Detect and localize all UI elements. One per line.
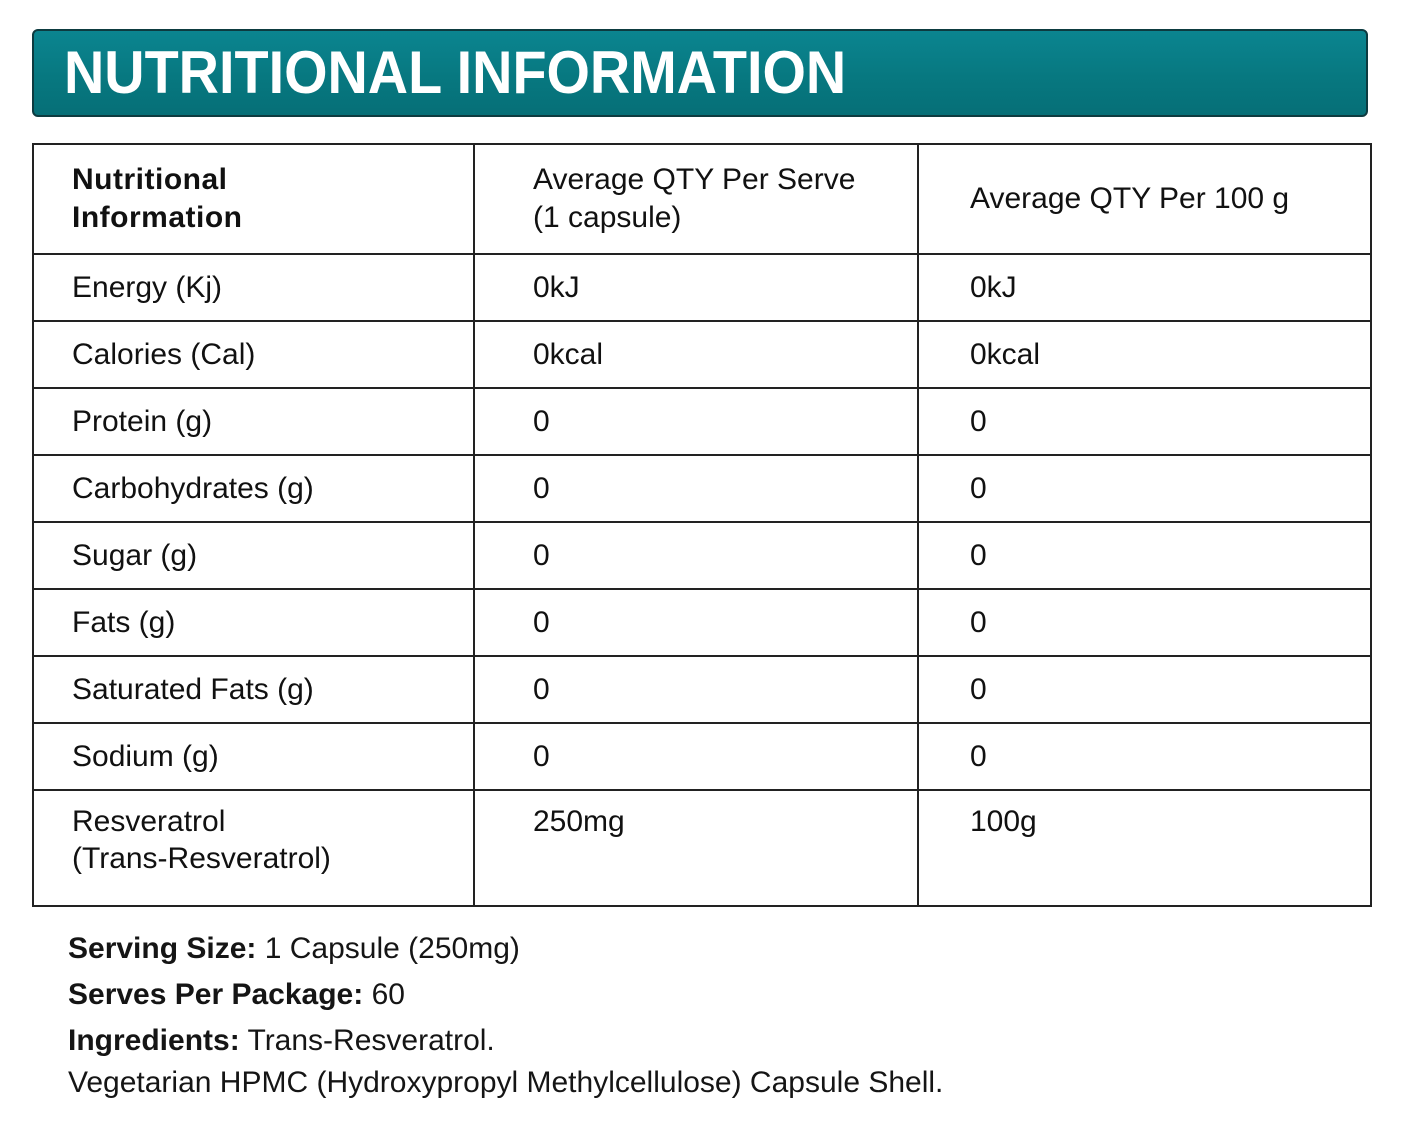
nutrient-name: Carbohydrates (g) bbox=[33, 455, 474, 522]
header-col2-line2: (1 capsule) bbox=[533, 201, 682, 234]
per-100g-value: 0 bbox=[918, 656, 1371, 723]
per-serve-value: 0kJ bbox=[474, 254, 918, 321]
table-header-row bbox=[33, 144, 1371, 254]
per-100g-value: 100g bbox=[918, 790, 1371, 906]
table-row bbox=[33, 656, 1371, 723]
ingredients-label: Ingredients: bbox=[68, 1024, 240, 1057]
per-100g-value: 0 bbox=[918, 522, 1371, 589]
per-serve-value: 0 bbox=[474, 723, 918, 790]
nutrient-name: Protein (g) bbox=[33, 388, 474, 455]
nutrient-name-line2: (Trans-Resveratrol) bbox=[72, 842, 331, 875]
per-100g-value: 0 bbox=[918, 723, 1371, 790]
table-row bbox=[33, 455, 1371, 522]
per-serve-value: 0 bbox=[474, 455, 918, 522]
table-row bbox=[33, 388, 1371, 455]
per-100g-value: 0 bbox=[918, 388, 1371, 455]
header-nutritional-information bbox=[33, 144, 474, 254]
nutrient-name: Calories (Cal) bbox=[33, 321, 474, 388]
serves-per-package-label: Serves Per Package: bbox=[68, 978, 364, 1011]
serves-per-package-line bbox=[68, 972, 1328, 1018]
table-row bbox=[33, 723, 1371, 790]
table-row bbox=[33, 321, 1371, 388]
nutrient-name: Fats (g) bbox=[33, 589, 474, 656]
ingredients-value: Trans-Resveratrol. bbox=[247, 1024, 495, 1057]
title-banner bbox=[32, 29, 1368, 117]
table-row bbox=[33, 589, 1371, 656]
per-100g-value: 0 bbox=[918, 455, 1371, 522]
per-100g-value: 0 bbox=[918, 589, 1371, 656]
nutrient-name: Sodium (g) bbox=[33, 723, 474, 790]
per-serve-value: 0 bbox=[474, 656, 918, 723]
header-col1-line2: Information bbox=[72, 201, 243, 234]
table-row bbox=[33, 790, 1371, 906]
ingredients-continuation: Vegetarian HPMC (Hydroxypropyl Methylcellulose) Capsule Shell. bbox=[68, 1066, 944, 1099]
per-serve-value: 0 bbox=[474, 388, 918, 455]
serves-per-package-value: 60 bbox=[371, 978, 405, 1011]
product-details bbox=[68, 926, 1328, 1102]
per-serve-value: 250mg bbox=[474, 790, 918, 906]
nutrient-name: Saturated Fats (g) bbox=[33, 656, 474, 723]
serving-size-label: Serving Size: bbox=[68, 932, 257, 965]
per-serve-value: 0 bbox=[474, 522, 918, 589]
header-col1-line1: Nutritional bbox=[72, 163, 228, 196]
header-col2-line1: Average QTY Per Serve bbox=[533, 163, 856, 196]
nutrient-name bbox=[33, 790, 474, 906]
ingredients-line bbox=[68, 1018, 1328, 1064]
serving-size-value: 1 Capsule (250mg) bbox=[264, 932, 520, 965]
nutrition-table bbox=[32, 143, 1372, 907]
nutrient-name: Energy (Kj) bbox=[33, 254, 474, 321]
header-per-serve bbox=[474, 144, 918, 254]
table-row bbox=[33, 254, 1371, 321]
per-serve-value: 0 bbox=[474, 589, 918, 656]
table-row bbox=[33, 522, 1371, 589]
page-title: NUTRITIONAL INFORMATION bbox=[64, 39, 847, 106]
header-per-100g: Average QTY Per 100 g bbox=[918, 144, 1371, 254]
nutrient-name-line1: Resveratrol bbox=[72, 805, 226, 838]
nutrient-name: Sugar (g) bbox=[33, 522, 474, 589]
per-100g-value: 0kJ bbox=[918, 254, 1371, 321]
per-100g-value: 0kcal bbox=[918, 321, 1371, 388]
per-serve-value: 0kcal bbox=[474, 321, 918, 388]
serving-size-line bbox=[68, 926, 1328, 972]
